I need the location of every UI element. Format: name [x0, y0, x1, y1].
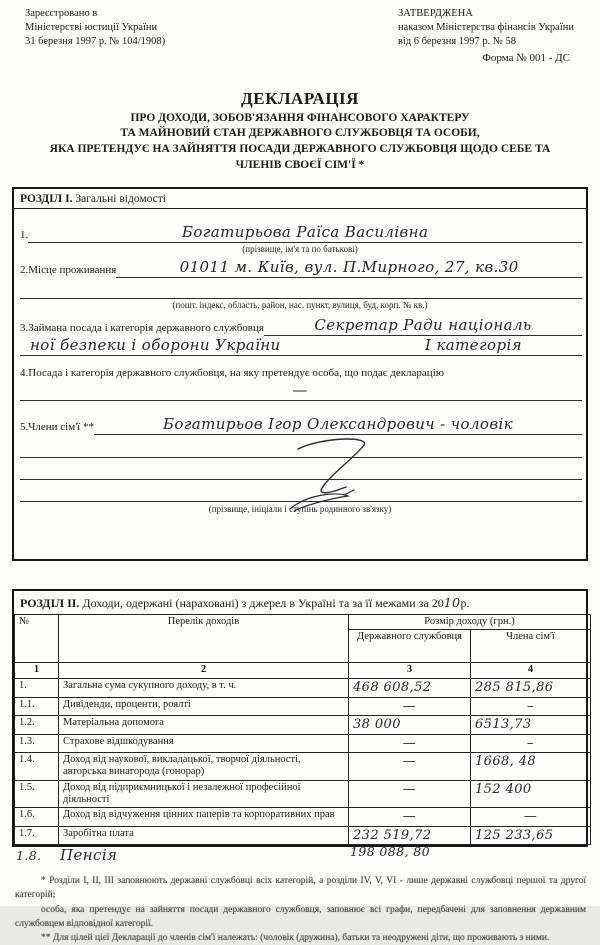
subtitle-line: ПРО ДОХОДИ, ЗОБОВ'ЯЗАННЯ ФІНАНСОВОГО ХАРАКТЕРУ — [130, 111, 470, 124]
section-1-general-info — [12, 187, 588, 561]
handwritten-pension-label: Пенсія — [60, 846, 118, 865]
handwritten-position-1: Секретар Ради національ — [314, 316, 532, 335]
section-1-heading — [14, 189, 586, 209]
handwritten-dash: – — [527, 735, 534, 751]
field-family-members-label: 5.Члени сім'ї ** — [20, 421, 94, 434]
income-row — [15, 752, 591, 780]
document-title-block — [0, 89, 600, 174]
income-row — [15, 697, 591, 715]
registration-line: 31 березня 1997 р. № 104/1908) — [25, 35, 166, 47]
footnotes — [15, 874, 586, 945]
registration-stamp — [25, 7, 165, 49]
handwritten-year: 10 — [443, 595, 461, 611]
family-empty-line-1 — [20, 435, 582, 458]
family-empty-line-3 — [20, 480, 582, 502]
row-label: Доход від наукової, викладацької, творчої діяльності, авторська винагорода (гонорар) — [59, 752, 349, 780]
row-number: 1.4. — [15, 752, 59, 780]
income-row — [15, 679, 591, 697]
field-candidate-position-value — [14, 381, 586, 400]
handwritten-amount: 152 400 — [475, 781, 532, 797]
income-table — [14, 614, 591, 845]
col-header-number: № — [15, 615, 59, 663]
field-family-members — [14, 415, 586, 514]
handwritten-pension-amount: 198 088, 80 — [350, 844, 430, 860]
handwritten-dash: – — [527, 698, 534, 714]
handwritten-address: 01011 м. Київ, вул. П.Мирного, 27, кв.30 — [179, 258, 519, 277]
field-family-members-caption: (прізвище, ініціали і ступінь родинного зв'язку) — [208, 504, 392, 515]
approval-line: від 6 березня 1997 р. № 58 — [397, 35, 517, 47]
handwritten-amount: 468 608,52 — [353, 680, 432, 696]
field-fullname — [20, 223, 582, 243]
income-row — [15, 826, 591, 844]
subtitle-line: ТА МАЙНОВИЙ СТАН ДЕРЖАВНОГО СЛУЖБОВЦЯ ТА ОСОБИ, — [120, 127, 480, 140]
form-number: Форма № 001 - ДС — [482, 51, 570, 64]
field-fullname-value — [28, 223, 582, 243]
field-fullname-caption: (прізвище, ім'я та по батькові) — [242, 244, 358, 255]
row-label: Загальна сума сукупного доходу, в т. ч. — [59, 679, 349, 697]
field-address-value — [116, 258, 582, 278]
row-label: Дивіденди, проценти, роялті — [59, 697, 349, 715]
handwritten-amount: 125 233,65 — [475, 827, 554, 843]
row-number: 1.2. — [15, 716, 59, 734]
column-number: 3 — [349, 663, 471, 679]
row-label: Матеріальна допомога — [59, 716, 349, 734]
field-fullname-number: 1. — [20, 229, 29, 242]
row-label: Заробітна плата — [59, 826, 349, 844]
field-position-value-line1 — [264, 316, 582, 336]
field-candidate-position-label: 4.Посада і категорія державного службовця, на яку претендує особа, що подає декларацію — [20, 367, 444, 380]
registration-line: Зареєстровано в — [25, 8, 98, 19]
handwritten-row-number: 1.8. — [16, 848, 42, 864]
field-position-label: 3.Займана посада і категорія державного службовця — [20, 322, 264, 335]
income-row — [15, 780, 591, 808]
column-number: 1 — [15, 663, 59, 679]
row-number: 1.1. — [15, 697, 59, 715]
top-stamps — [0, 0, 600, 49]
handwritten-amount: 1668, 48 — [475, 753, 537, 769]
field-address-empty-line — [20, 278, 582, 299]
handwritten-fullname: Богатирьова Раїса Василівна — [181, 223, 429, 242]
handwritten-position-category: І категорія — [424, 336, 522, 355]
handwritten-dash: — — [402, 809, 417, 825]
document-subtitle — [0, 111, 600, 174]
field-position-value-line2 — [20, 336, 582, 356]
column-number: 4 — [471, 663, 591, 679]
row-number: 1. — [15, 679, 59, 697]
approval-line: наказом Міністерства фінансів України — [397, 21, 574, 33]
col-header-family-member: Члена сім'ї — [471, 630, 591, 663]
row-label: Доход від відчуження цінних паперів та корпоративних прав — [59, 808, 349, 826]
field-family-members-value — [94, 415, 582, 435]
handwritten-amount: 38 000 — [353, 717, 401, 733]
row-label: Доход від підприємницької і незалежної професійної діяльності — [59, 780, 349, 808]
handwritten-family-member: Богатирьов Ігор Олександрович - чоловік — [162, 415, 514, 434]
income-row — [15, 808, 591, 826]
field-position — [20, 316, 582, 336]
section-2-heading-number: РОЗДІЛ II. — [20, 596, 80, 611]
section-1-heading-number: РОЗДІЛ I. — [20, 193, 73, 206]
handwritten-dash: — — [402, 781, 417, 797]
section-2-heading-text: Доходи, одержані (нараховані) з джерел в Україні та за її межами за 20 — [79, 596, 444, 611]
row-number: 1.7. — [15, 826, 59, 844]
footnote-1: * Розділи I, II, III заповнюють державні службовці всіх категорій, а розділи IV, V, VI - лише державні службовці першої та другої категорій; — [15, 876, 586, 901]
field-address-caption: (пошт. індекс, область, район, нас. пункт, вулиця, буд. корп. № кв.) — [172, 300, 428, 311]
family-empty-line-2 — [20, 458, 582, 480]
income-row — [15, 716, 591, 734]
section-1-heading-text: Загальні відомості — [72, 193, 166, 206]
field-candidate-position — [20, 367, 582, 381]
handwritten-dash: — — [402, 753, 417, 769]
field-address — [20, 258, 582, 278]
handwritten-position-2: ної безпеки і оборони України — [30, 336, 281, 355]
footnote-1-continued: особа, яка претендує на зайняття посади державного службовця, заповнює всі графи, передбачені для заповнення державним службовцем відповідної категорії. — [15, 904, 586, 929]
subtitle-line: ЧЛЕНІВ СВОЄЇ СІМ'Ї * — [235, 159, 365, 172]
income-row — [15, 734, 591, 752]
row-number: 1.5. — [15, 780, 59, 808]
footnote-2: ** Для цілей цієї Декларації до членів сім'ї належать: (чоловік (дружина), батьки та неодружені діти, що проживають з ними. — [41, 933, 550, 944]
col-header-income-size: Розмір доходу (грн.) — [349, 615, 591, 630]
handwritten-amount: 6513,73 — [475, 717, 532, 733]
row-label: Страхове відшкодування — [59, 734, 349, 752]
handwritten-amount: 232 519,72 — [353, 827, 432, 843]
handwritten-dash: — — [292, 381, 308, 400]
col-header-official: Державного службовця — [349, 630, 471, 663]
col-header-income-list: Перелік доходів — [59, 615, 349, 663]
section-2-heading-suffix: р. — [460, 596, 470, 611]
field-family-members-row — [20, 415, 582, 435]
column-number: 2 — [59, 663, 349, 679]
subtitle-line: ЯКА ПРЕТЕНДУЄ НА ЗАЙНЯТТЯ ПОСАДИ ДЕРЖАВНОГО СЛУЖБОВЦЯ ЩОДО СЕБЕ ТА — [49, 143, 551, 156]
approval-line: ЗАТВЕРДЖЕНА — [397, 8, 473, 19]
row-number: 1.6. — [15, 808, 59, 826]
handwritten-row-pension — [12, 844, 588, 870]
handwritten-amount: 285 815,86 — [475, 680, 554, 696]
section-2-heading — [14, 591, 586, 614]
approval-stamp — [398, 7, 574, 49]
document-title: ДЕКЛАРАЦІЯ — [241, 88, 359, 108]
row-number: 1.3. — [15, 734, 59, 752]
section-2-income-table — [12, 589, 588, 847]
handwritten-dash: — — [523, 809, 538, 825]
handwritten-dash: — — [402, 735, 417, 751]
field-candidate-position-line — [20, 400, 582, 401]
handwritten-dash: — — [402, 698, 417, 714]
field-address-label: 2.Місце проживання — [20, 264, 117, 277]
registration-line: Міністерстві юстиції України — [25, 21, 158, 33]
